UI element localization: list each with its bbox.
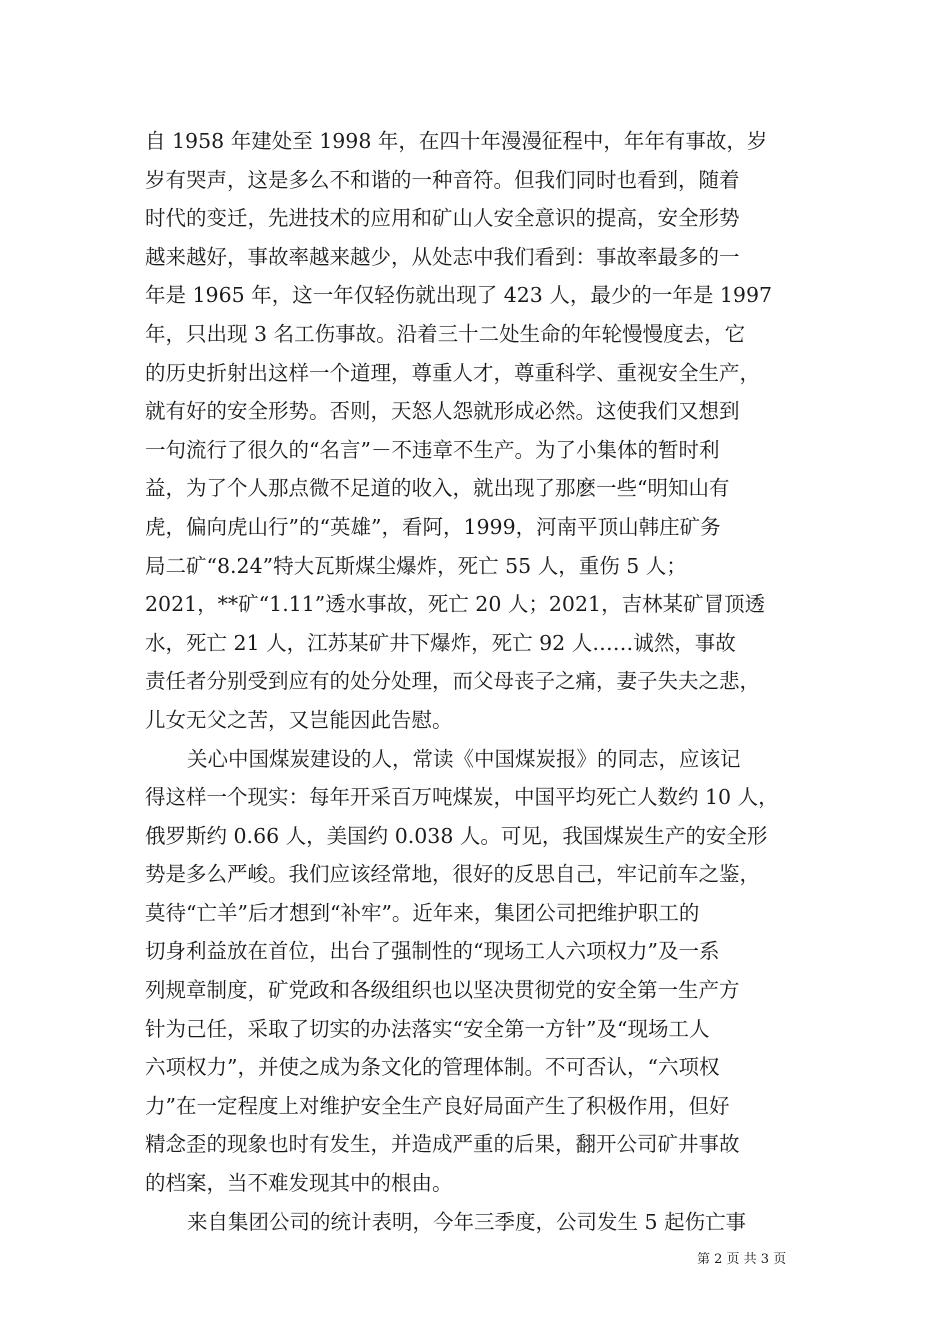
text-line: 自 1958 年建处至 1998 年，在四十年漫漫征程中，年年有事故，岁 <box>145 129 768 153</box>
text-line: 的历史折射出这样一个道理，尊重人才，尊重科学、重视安全生产， <box>145 360 760 385</box>
text-line: 精念歪的现象也时有发生，并造成严重的后果，翻开公司矿井事故 <box>145 1132 740 1157</box>
text-line: 益，为了个人那点微不足道的收入，就出现了那麽一些“明知山有 <box>145 476 730 501</box>
text-line: 的档案，当不难发现其中的根由。 <box>145 1171 453 1196</box>
paragraph-start-line: 关心中国煤炭建设的人，常读《中国煤炭报》的同志，应该记 <box>187 746 741 771</box>
text-line: 列规章制度，矿党政和各级组织也以坚决贯彻党的安全第一生产方 <box>145 978 740 1003</box>
text-line: 时代的变迁，先进技术的应用和矿山人安全意识的提高，安全形势 <box>145 206 740 231</box>
text-line: 水，死亡 21 人，江苏某矿井下爆炸，死亡 92 人……诚然，事故 <box>145 630 736 655</box>
text-line: 年，只出现 3 名工伤事故。沿着三十二处生命的年轮慢慢度去，它 <box>145 321 746 346</box>
text-line: 年是 1965 年，这一年仅轻伤就出现了 423 人，最少的一年是 1997 <box>145 283 773 308</box>
text-line: 就有好的安全形势。否则，天怒人怨就形成必然。这使我们又想到 <box>145 399 740 424</box>
text-line: 俄罗斯约 0.66 人，美国约 0.038 人。可见，我国煤炭生产的安全形 <box>145 823 768 848</box>
text-line: 2021，**矿“1.11”透水事故，死亡 20 人；2021，吉林某矿冒顶透 <box>145 592 766 617</box>
text-line: 越来越好，事故率越来越少，从处志中我们看到：事故率最多的一 <box>145 244 740 269</box>
text-line: 力”在一定程度上对维护安全生产良好局面产生了积极作用，但好 <box>145 1093 730 1118</box>
text-line: 一句流行了很久的“名言”－不违章不生产。为了小集体的暂时利 <box>145 437 720 462</box>
text-line: 责任者分别受到应有的处分处理，而父母丧子之痛，妻子失夫之悲， <box>145 669 760 694</box>
paragraph-start-line: 来自集团公司的统计表明，今年三季度，公司发生 5 起伤亡事 <box>187 1209 747 1234</box>
text-line: 局二矿“8.24”特大瓦斯煤尘爆炸，死亡 55 人，重伤 5 人； <box>145 553 687 578</box>
text-line: 虎，偏向虎山行”的“英雄”，看阿，1999，河南平顶山韩庄矿务 <box>145 514 721 539</box>
text-line: 儿女无父之苦，又岂能因此告慰。 <box>145 707 453 732</box>
text-line: 岁有哭声，这是多么不和谐的一种音符。但我们同时也看到，随着 <box>145 167 740 192</box>
text-line: 势是多么严峻。我们应该经常地，很好的反思自己，牢记前车之鉴， <box>145 862 760 887</box>
text-line: 切身利益放在首位，出台了强制性的“现场工人六项权力”及一系 <box>145 939 720 964</box>
body-text <box>145 122 803 1241</box>
text-line: 六项权力”，并使之成为条文化的管理体制。不可否认，“六项权 <box>145 1055 720 1080</box>
text-line: 莫待“亡羊”后才想到“补牢”。近年来，集团公司把维护职工的 <box>145 900 700 925</box>
text-line: 得这样一个现实：每年开采百万吨煤炭，中国平均死亡人数约 10 人， <box>145 785 779 810</box>
page-number: 第 2 页 共 3 页 <box>697 1252 787 1267</box>
text-line: 针为己任，采取了切实的办法落实“安全第一方针”及“现场工人 <box>145 1016 710 1041</box>
